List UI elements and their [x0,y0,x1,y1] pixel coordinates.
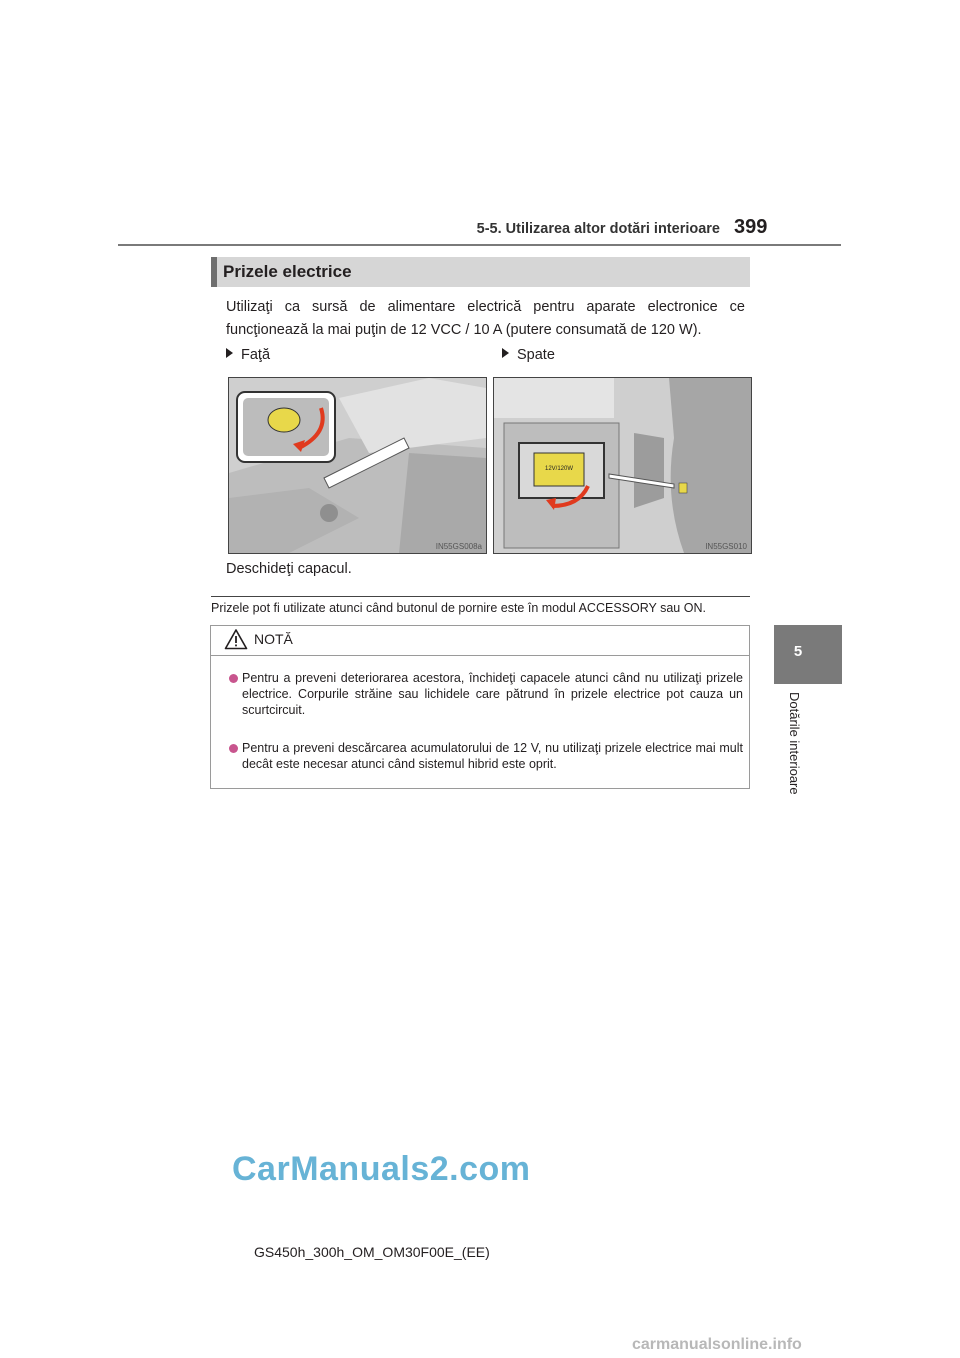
usage-note: Prizele pot fi utilizate atunci când butonul de pornire este în modul ACCESSORY sau ON. [211,601,706,615]
warning-triangle-icon [224,628,248,650]
chapter-tab-label-wrap [786,692,802,812]
notice-title: NOTĂ [254,631,293,647]
bullet-dot-icon [229,674,238,683]
notice-header-rule [211,655,749,656]
watermark-carmanuals2: CarManuals2.com [232,1150,531,1188]
bullet-dot-icon [229,744,238,753]
rear-label-text: Spate [517,347,555,363]
page-number: 399 [734,216,768,238]
header-rule [118,244,841,246]
chapter-tab-number: 5 [793,643,803,660]
front-label-text: Faţă [241,347,271,363]
intro-paragraph: Utilizaţi ca sursă de alimentare electrică pentru aparate electronice ce funcţionează la mai puţin de 12 VCC / 10 A (putere consumată de 120 W). [226,299,745,338]
rear-label [502,347,555,363]
notice-bullet-text: Pentru a preveni descărcarea acumulatorului de 12 V, nu utilizaţi prizele electrice mai mult decât este necesar atunci când sistemul hibrid este oprit. [242,741,743,771]
open-cover-instruction: Deschideţi capacul. [226,561,352,577]
chapter-tab-label: Dotările interioare [787,692,802,795]
separator-rule [211,596,750,597]
front-socket-illustration [228,377,487,554]
front-photo-code: IN55GS008a [435,542,482,551]
watermark-carmanualsonline: carmanualsonline.info [632,1336,802,1353]
rear-photo-code: IN55GS010 [705,542,747,551]
running-header-section: 5-5. Utilizarea altor dotări interioare [476,221,720,237]
rear-socket-label: 12V/120W [544,466,574,472]
section-title: Prizele electrice [223,262,352,281]
triangle-bullet-icon [226,348,233,358]
notice-bullet-text: Pentru a preveni deteriorarea acestora, închideţi capacele atunci când nu utilizaţi prizele electrice. Corpurile străine sau lichidele care pătrund în prizele electrice pot cauza un scurtcircuit. [242,671,743,717]
notice-bullet [229,670,743,718]
footer-model-code: GS450h_300h_OM_OM30F00E_(EE) [254,1244,490,1260]
rear-socket-illustration [493,377,752,554]
triangle-bullet-icon [502,348,509,358]
notice-bullet [229,740,743,772]
front-label [226,347,270,363]
